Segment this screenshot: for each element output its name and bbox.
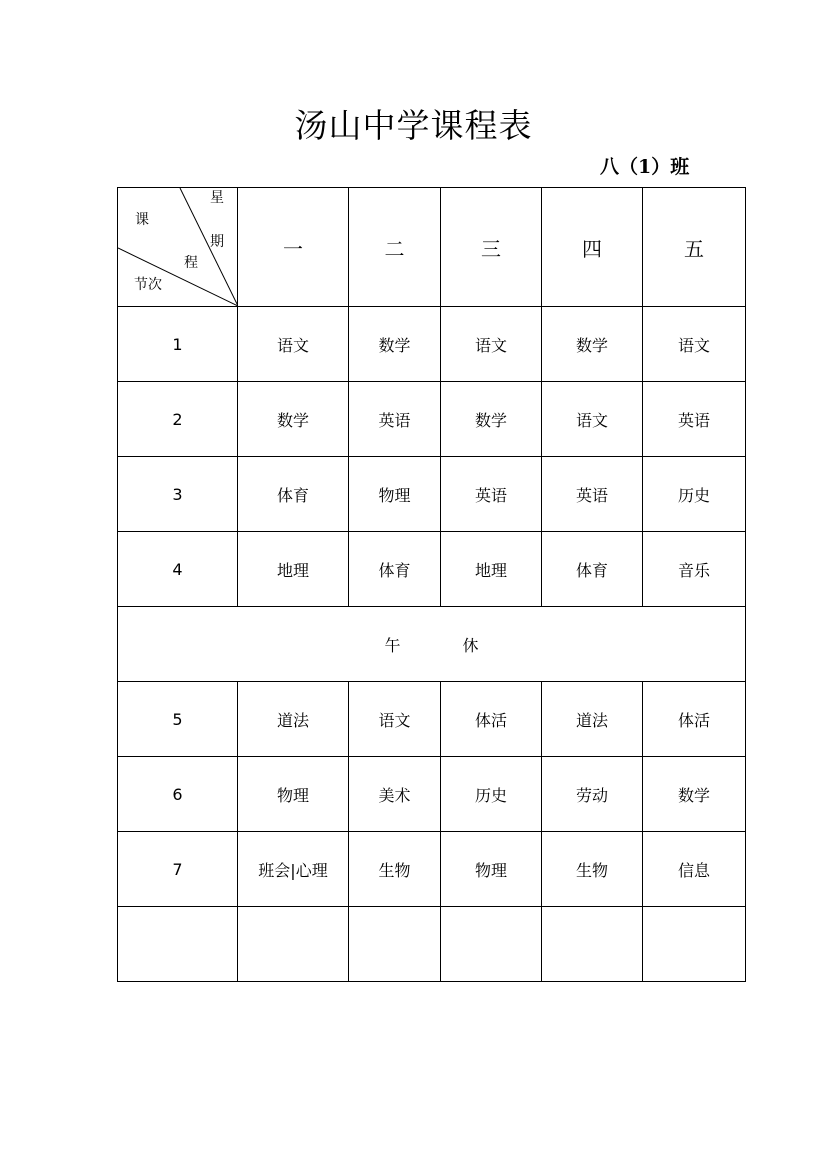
period-number: 5 (118, 682, 238, 757)
day-header: 五 (643, 188, 746, 307)
course-cell: 体活 (643, 682, 746, 757)
course-cell: 英语 (441, 457, 542, 532)
course-cell: 数学 (542, 307, 643, 382)
table-row (118, 682, 746, 757)
lunch-break-label-right: 休 (462, 635, 479, 655)
course-cell: 劳动 (542, 757, 643, 832)
course-cell: 语文 (542, 382, 643, 457)
table-row (118, 307, 746, 382)
course-cell: 英语 (542, 457, 643, 532)
table-row (118, 832, 746, 907)
course-cell: 班会|心理 (238, 832, 349, 907)
header-row (118, 188, 746, 307)
period-number: 3 (118, 457, 238, 532)
corner-label-xing: 星 (210, 190, 224, 206)
course-cell: 语文 (238, 307, 349, 382)
corner-label-jieci: 节次 (134, 277, 162, 293)
course-cell: 美术 (349, 757, 441, 832)
course-cell (441, 907, 542, 982)
lunch-break-label-left: 午 (384, 635, 401, 655)
table-row (118, 532, 746, 607)
day-header: 一 (238, 188, 349, 307)
table-row (118, 907, 746, 982)
course-cell (238, 907, 349, 982)
period-number: 2 (118, 382, 238, 457)
course-cell: 体育 (542, 532, 643, 607)
course-cell: 体育 (349, 532, 441, 607)
corner-label-qi: 期 (210, 234, 224, 250)
course-cell (542, 907, 643, 982)
course-cell: 数学 (441, 382, 542, 457)
table-row (118, 382, 746, 457)
course-cell: 语文 (349, 682, 441, 757)
course-cell: 物理 (349, 457, 441, 532)
course-cell: 物理 (238, 757, 349, 832)
period-number: 6 (118, 757, 238, 832)
day-header: 二 (349, 188, 441, 307)
course-cell: 体育 (238, 457, 349, 532)
course-cell: 信息 (643, 832, 746, 907)
page-title: 汤山中学课程表 (294, 106, 533, 145)
lunch-break-row (118, 607, 746, 682)
course-cell: 物理 (441, 832, 542, 907)
corner-label-cheng: 程 (184, 255, 198, 271)
course-cell: 音乐 (643, 532, 746, 607)
period-number: 1 (118, 307, 238, 382)
period-number (118, 907, 238, 982)
day-header: 三 (441, 188, 542, 307)
course-cell: 英语 (349, 382, 441, 457)
day-header: 四 (542, 188, 643, 307)
course-cell: 历史 (441, 757, 542, 832)
course-cell: 地理 (441, 532, 542, 607)
course-cell: 数学 (349, 307, 441, 382)
period-number: 4 (118, 532, 238, 607)
table-row (118, 757, 746, 832)
corner-header-cell (118, 188, 238, 307)
course-cell (643, 907, 746, 982)
lunch-break-cell (118, 607, 746, 682)
table-row (118, 457, 746, 532)
course-cell: 数学 (643, 757, 746, 832)
course-cell: 语文 (441, 307, 542, 382)
course-cell: 地理 (238, 532, 349, 607)
course-cell: 数学 (238, 382, 349, 457)
course-cell: 语文 (643, 307, 746, 382)
period-number: 7 (118, 832, 238, 907)
course-cell: 英语 (643, 382, 746, 457)
course-cell: 道法 (238, 682, 349, 757)
class-name: 八（1）班 (600, 156, 690, 178)
course-cell: 历史 (643, 457, 746, 532)
schedule-table (117, 187, 746, 982)
course-cell: 体活 (441, 682, 542, 757)
course-cell: 道法 (542, 682, 643, 757)
course-cell: 生物 (542, 832, 643, 907)
course-cell (349, 907, 441, 982)
corner-label-ke: 课 (135, 212, 149, 228)
course-cell: 生物 (349, 832, 441, 907)
